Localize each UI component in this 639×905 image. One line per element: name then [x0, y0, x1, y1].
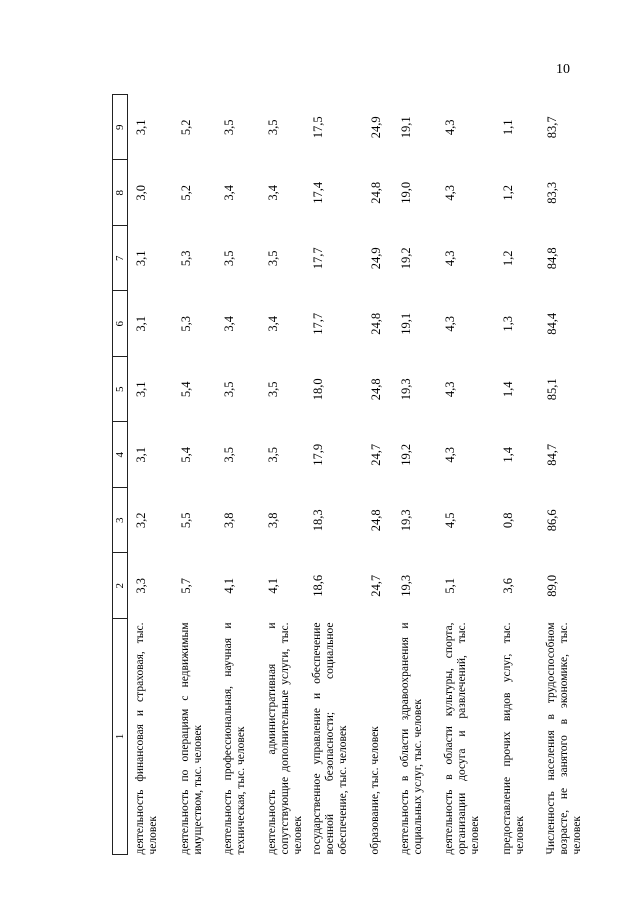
table-cell: 84,4 — [544, 312, 559, 335]
table-cell: 1,2 — [500, 184, 515, 201]
table-cell: 3,5 — [265, 446, 280, 463]
table-cell: 24,9 — [368, 116, 383, 139]
column-header: 1 — [113, 619, 128, 855]
table-cell: 3,2 — [134, 512, 148, 529]
row-label: образование, тыс. человек — [368, 726, 381, 855]
rotated-table-frame — [112, 95, 583, 855]
table-cell: 19,1 — [398, 116, 413, 139]
row-label: деятельность административная и сопутствующие дополнительные услуги, тыс. человек — [265, 622, 304, 855]
table-cell: 18,3 — [310, 509, 325, 532]
table-cell: 3,5 — [265, 250, 280, 267]
table-cell: 24,8 — [368, 509, 383, 532]
table-row — [437, 95, 495, 855]
table-cell: 24,9 — [368, 247, 383, 270]
row-label: деятельность профессиональная, научная и техническая, тыс. человек — [221, 622, 247, 855]
table-row — [305, 95, 363, 855]
table-cell: 5,7 — [178, 577, 193, 594]
table-row — [495, 95, 539, 855]
column-header: 4 — [113, 422, 128, 488]
column-header: 5 — [113, 357, 128, 423]
table-cell: 89,0 — [544, 574, 559, 597]
table-cell: 3,8 — [221, 512, 236, 529]
table-cell: 17,5 — [310, 116, 325, 139]
table-cell: 84,7 — [544, 443, 559, 466]
table-cell: 3,1 — [134, 381, 148, 398]
column-header: 3 — [113, 488, 128, 554]
table-cell: 19,0 — [398, 181, 413, 204]
table-cell: 18,6 — [310, 574, 325, 597]
table-cell: 3,5 — [221, 119, 236, 136]
table-row — [539, 95, 584, 855]
row-label: деятельность по операциям с недвижимым имуществом, тыс. человек — [178, 622, 204, 855]
column-header: 6 — [113, 291, 128, 357]
table-cell: 4,3 — [442, 315, 457, 332]
table-cell: 17,7 — [310, 247, 325, 270]
table-cell: 19,3 — [398, 378, 413, 401]
table-cell: 4,1 — [265, 577, 280, 594]
table-cell: 1,4 — [500, 446, 515, 463]
table-cell: 3,1 — [134, 315, 148, 332]
table-cell: 1,1 — [500, 119, 515, 136]
column-header: 7 — [113, 226, 128, 292]
table-cell: 83,3 — [544, 181, 559, 204]
table-row — [216, 95, 260, 855]
table-cell: 3,3 — [134, 577, 148, 594]
table-cell: 1,2 — [500, 250, 515, 267]
table-cell: 19,2 — [398, 443, 413, 466]
table-cell: 5,4 — [178, 381, 193, 398]
table-row — [173, 95, 216, 855]
column-header: 8 — [113, 160, 128, 226]
table-cell: 3,1 — [134, 250, 148, 267]
column-header: 2 — [113, 553, 128, 619]
row-label: Численность населения в трудоспособном возрасте, не занятого в экономике, тыс. человек — [544, 622, 583, 855]
table-cell: 5,2 — [178, 184, 193, 201]
table-cell: 85,1 — [544, 378, 559, 401]
table-cell: 5,1 — [442, 577, 457, 594]
table-cell: 4,3 — [442, 184, 457, 201]
table-cell: 24,8 — [368, 312, 383, 335]
table-row — [393, 95, 437, 855]
table-cell: 5,4 — [178, 446, 193, 463]
table-cell: 84,8 — [544, 247, 559, 270]
table-cell: 17,9 — [310, 443, 325, 466]
table-cell: 1,3 — [500, 315, 515, 332]
table-cell: 24,8 — [368, 181, 383, 204]
table-body — [128, 95, 584, 855]
table-cell: 17,4 — [310, 181, 325, 204]
table-cell: 86,6 — [544, 509, 559, 532]
table-cell: 3,5 — [221, 446, 236, 463]
table-cell: 5,5 — [178, 512, 193, 529]
table-cell: 24,8 — [368, 378, 383, 401]
row-label: предоставление прочих видов услуг, тыс. человек — [500, 622, 526, 855]
table-cell: 3,1 — [134, 119, 148, 136]
header-row — [113, 95, 128, 855]
table-cell: 4,1 — [221, 577, 236, 594]
row-label: деятельность финансовая и страховая, тыс. человек — [134, 622, 159, 855]
table-cell: 3,5 — [221, 381, 236, 398]
table-cell: 4,5 — [442, 512, 457, 529]
table-cell: 4,3 — [442, 250, 457, 267]
table-cell: 4,3 — [442, 381, 457, 398]
row-label: деятельность в области культуры, спорта, организации досуга и развлечений, тыс. человек — [442, 622, 481, 855]
table-cell: 24,7 — [368, 443, 383, 466]
table-cell: 19,1 — [398, 312, 413, 335]
table-cell: 3,0 — [134, 184, 148, 201]
table-cell: 5,3 — [178, 250, 193, 267]
table-cell: 24,7 — [368, 574, 383, 597]
table-cell: 5,3 — [178, 315, 193, 332]
table-cell: 83,7 — [544, 116, 559, 139]
table-cell: 3,5 — [265, 119, 280, 136]
row-label: государственное управление и обеспечение военной безопасности; социальное обеспечение, тыс. человек — [310, 622, 349, 855]
table-cell: 3,8 — [265, 512, 280, 529]
table-cell: 19,3 — [398, 509, 413, 532]
table-cell: 17,7 — [310, 312, 325, 335]
table-cell: 3,5 — [265, 381, 280, 398]
table-cell: 19,2 — [398, 247, 413, 270]
table-cell: 18,0 — [310, 378, 325, 401]
column-header: 9 — [113, 95, 128, 161]
table-cell: 5,2 — [178, 119, 193, 136]
statistics-table — [112, 94, 584, 855]
table-row — [260, 95, 305, 855]
table-cell: 1,4 — [500, 381, 515, 398]
table-cell: 3,4 — [221, 184, 236, 201]
table-cell: 4,3 — [442, 446, 457, 463]
table-row — [128, 95, 173, 855]
page-number: 10 — [556, 62, 570, 77]
table-cell: 3,4 — [265, 315, 280, 332]
table-cell: 3,4 — [221, 315, 236, 332]
row-label: деятельность в области здравоохранения и социальных услуг, тыс. человек — [398, 622, 424, 855]
table-cell: 4,3 — [442, 119, 457, 136]
table-row — [363, 95, 393, 855]
table-cell: 3,4 — [265, 184, 280, 201]
table-cell: 0,8 — [500, 512, 515, 529]
table-cell: 3,5 — [221, 250, 236, 267]
table-cell: 3,1 — [134, 446, 148, 463]
table-cell: 3,6 — [500, 577, 515, 594]
table-cell: 19,3 — [398, 574, 413, 597]
